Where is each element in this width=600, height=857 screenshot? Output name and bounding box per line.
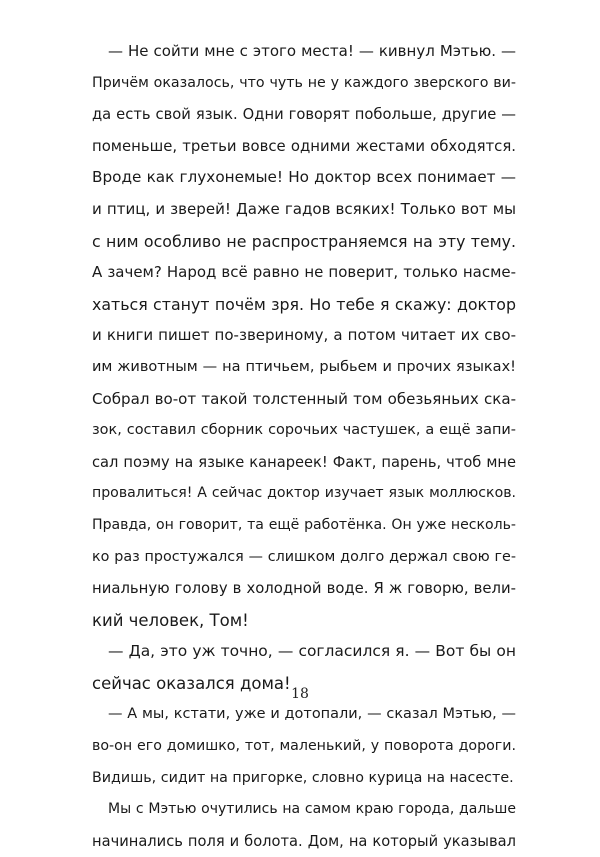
text-line: ко раз простужался — слишком долго держал свою ге- (92, 548, 516, 565)
text-line: кий человек, Том! (92, 610, 249, 630)
text-line: Мы с Мэтью очутились на самом краю города, дальше (108, 801, 516, 818)
text-line: сал поэму на языке канареек! Факт, парень, чтоб мне (92, 453, 516, 471)
text-line: хаться станут почём зря. Но тебе я скажу: доктор (92, 294, 516, 314)
text-line: сейчас оказался дома! (92, 673, 291, 693)
text-line: и книги пишет по-звериному, а потом читает их сво- (92, 326, 516, 345)
text-line: им животным — на птичьем, рыбьем и прочих языках! (92, 358, 516, 375)
page-number: 18 (291, 686, 309, 702)
text-line: начинались поля и болота. Дом, на который указывал (92, 832, 516, 850)
text-line: и птиц, и зверей! Даже гадов всяких! Только вот мы (92, 199, 516, 218)
body-text (92, 36, 516, 857)
text-line: Правда, он говорит, та ещё работёнка. Он уже несколь- (92, 516, 516, 533)
text-line: Видишь, сидит на пригорке, словно курица на насесте. (92, 769, 514, 786)
text-line: зок, составил сборник сорочьих частушек, а ещё запи- (92, 422, 516, 439)
text-line: во-он его домишко, тот, маленький, у поворота дороги. (92, 738, 516, 755)
text-line: Собрал во-от такой толстенный том обезьяньих ска- (92, 389, 516, 408)
text-line: — Да, это уж точно, — согласился я. — Вот бы он (108, 642, 516, 661)
text-line: провалиться! А сейчас доктор изучает язык моллюсков. (92, 485, 516, 502)
text-line: да есть свой язык. Одни говорят побольше, другие — (92, 106, 516, 124)
text-line: поменьше, третьи вовсе одними жестами обходятся. (92, 136, 516, 155)
text-line: — Не сойти мне с этого места! — кивнул Мэтью. — (108, 42, 516, 60)
text-line: А зачем? Народ всё равно не поверит, только насме- (92, 263, 516, 282)
text-line: Причём оказалось, что чуть не у каждого зверского ви- (92, 74, 516, 91)
text-line: с ним особливо не распространяемся на эту тему. (92, 231, 516, 251)
text-line: — А мы, кстати, уже и дотопали, — сказал Мэтью, — (108, 706, 516, 723)
text-line: Вроде как глухонемые! Но доктор всех понимает — (92, 168, 516, 187)
text-line: ниальную голову в холодной воде. Я ж говорю, вели- (92, 579, 516, 598)
